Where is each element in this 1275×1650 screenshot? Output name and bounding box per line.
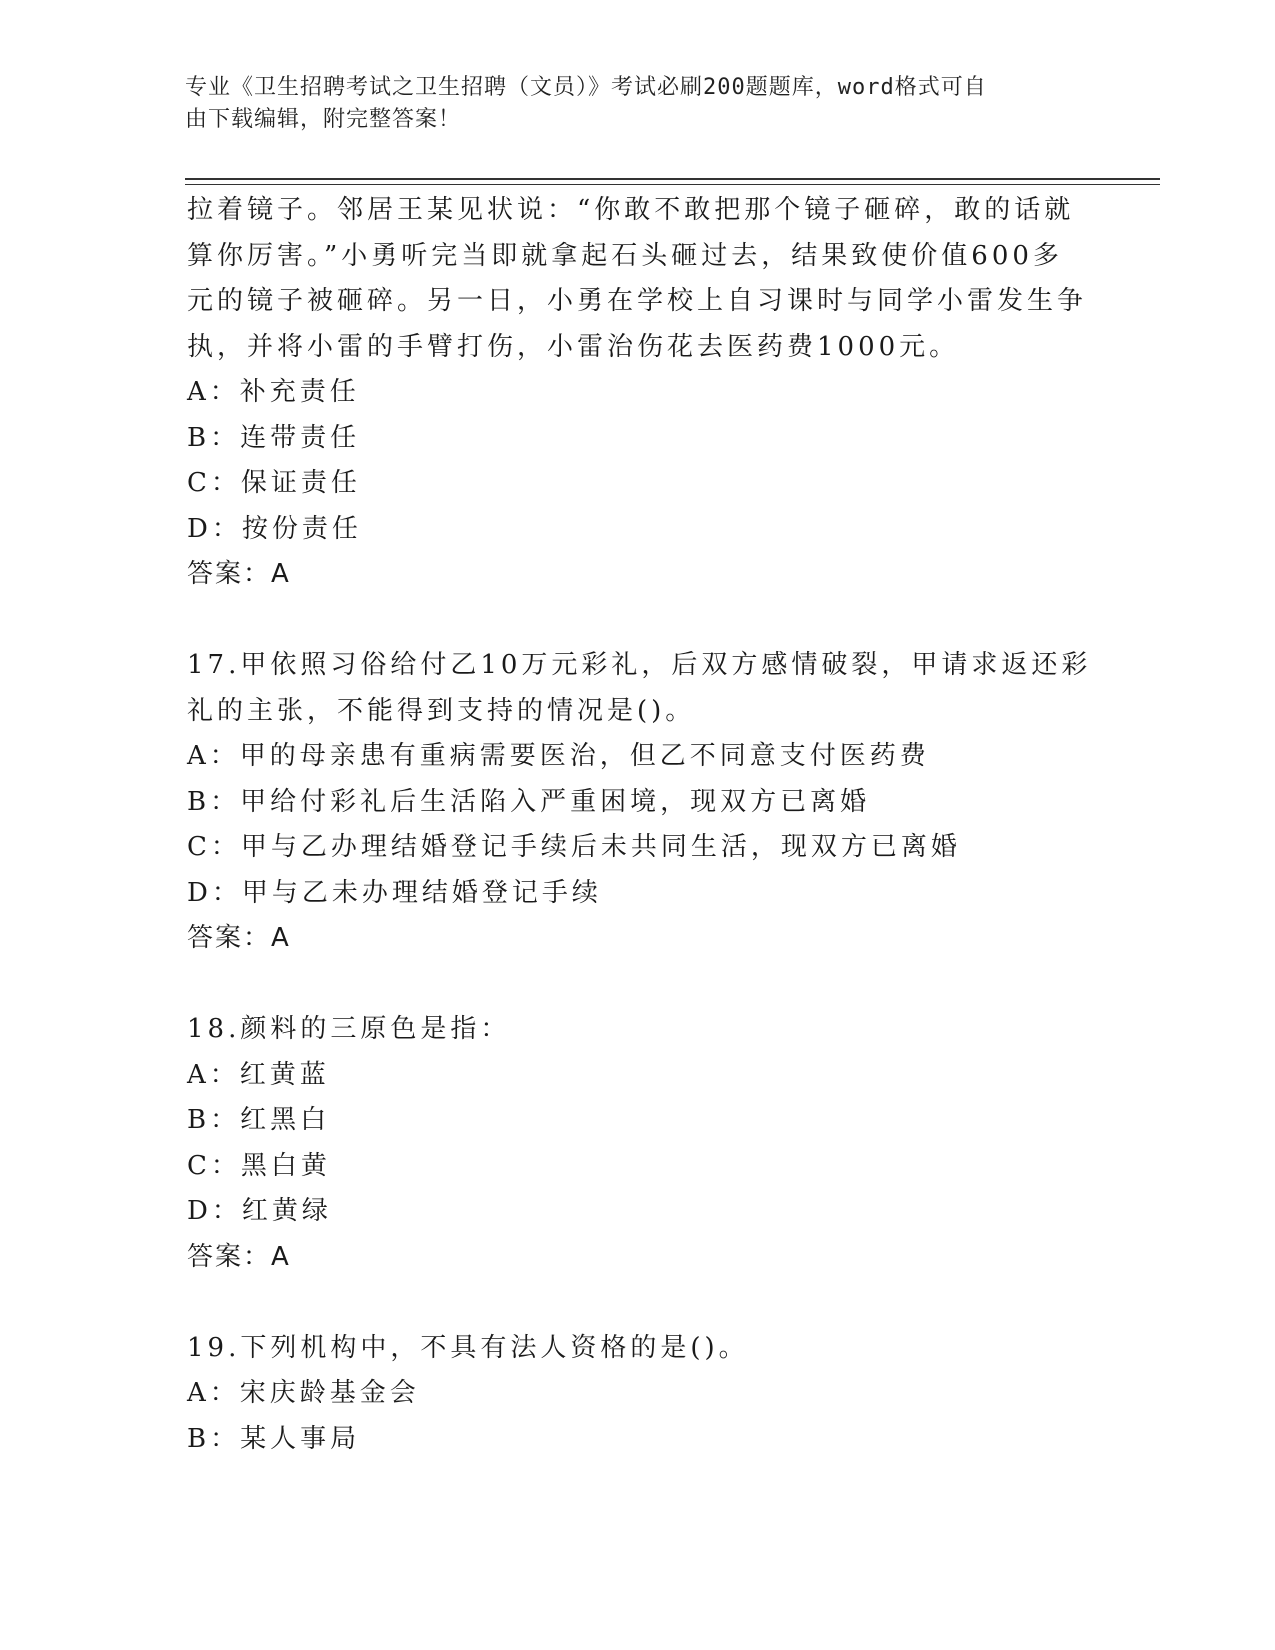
option-c: C：黑白黄: [187, 1150, 331, 1181]
question-spacer: [187, 598, 1087, 644]
option-a: A：甲的母亲患有重病需要医治，但乙不同意支付医药费: [187, 741, 930, 771]
question-17: [187, 643, 1092, 962]
option-b: B：连带责任: [187, 422, 361, 453]
answer-line: 答案：A: [187, 923, 291, 953]
header-line-2: 由下载编辑，附完整答案！: [185, 107, 462, 132]
question-stem-line: 礼的主张，不能得到支持的情况是()。: [187, 695, 696, 726]
question-19: [187, 1326, 1087, 1463]
option-a: A：红黄蓝: [187, 1059, 330, 1090]
question-stem-line: 18.颜料的三原色是指：: [187, 1014, 511, 1044]
question-stem-line: 算你厉害。”小勇听完当即就拿起石头砸过去，结果致使价值600多: [187, 240, 1063, 271]
question-stem-line: 执，并将小雷的手臂打伤，小雷治伤花去医药费1000元。: [187, 331, 960, 362]
option-d: D：按份责任: [187, 513, 362, 544]
header-rule-thin: [185, 184, 1160, 185]
question-16: [187, 188, 1087, 598]
question-list: [187, 188, 1092, 1462]
question-stem-line: 元的镜子被砸碎。另一日，小勇在学校上自习课时与同学小雷发生争: [187, 286, 1088, 316]
header-rule-thick: [185, 178, 1160, 180]
answer-line: 答案：A: [187, 559, 291, 589]
option-b: B：某人事局: [187, 1423, 361, 1454]
option-d: D：红黄绿: [187, 1196, 332, 1226]
header-line-1: 专业《卫生招聘考试之卫生招聘（文员）》考试必刷200题题库，word格式可自: [185, 75, 987, 100]
question-stem-line: 17.甲依照习俗给付乙10万元彩礼，后双方感情破裂，甲请求返还彩: [187, 650, 1092, 680]
option-a: A：宋庆龄基金会: [187, 1378, 420, 1408]
option-c: C：保证责任: [187, 468, 361, 498]
question-stem-line: 拉着镜子。邻居王某见状说：“你敢不敢把那个镜子砸碎，敢的话就: [187, 195, 1075, 225]
option-a: A：补充责任: [187, 377, 360, 407]
option-d: D：甲与乙未办理结婚登记手续: [187, 877, 602, 908]
document-header: [185, 72, 1065, 136]
answer-line: 答案：A: [187, 1241, 291, 1272]
question-stem-line: 19.下列机构中，不具有法人资格的是()。: [187, 1332, 749, 1363]
question-18: [187, 1007, 1087, 1280]
option-b: B：甲给付彩礼后生活陷入严重困境，现双方已离婚: [187, 786, 871, 817]
option-c: C：甲与乙办理结婚登记手续后未共同生活，现双方已离婚: [187, 832, 961, 862]
question-spacer: [187, 1280, 1087, 1326]
question-spacer: [187, 962, 1087, 1008]
option-b: B：红黑白: [187, 1105, 331, 1135]
